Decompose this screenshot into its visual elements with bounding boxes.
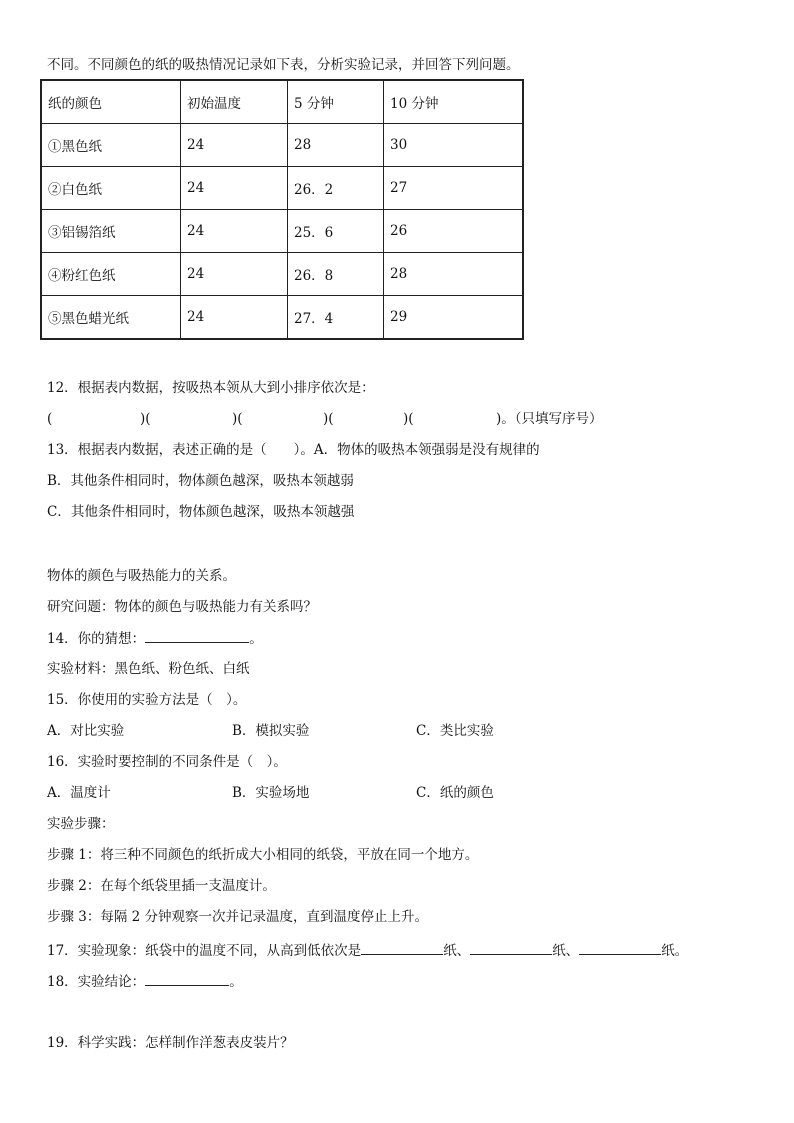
topic-text: 物体的颜色与吸热能力的关系。 <box>47 568 236 584</box>
table-header-cell: 10 分钟 <box>384 80 524 124</box>
q17-line <box>47 940 688 961</box>
q12-paren: )( <box>403 411 414 427</box>
q16-text: 16．实验时要控制的不同条件是（ ）。 <box>47 754 287 770</box>
q13-option-b: B．其他条件相同时，物体颜色越深，吸热本领越弱 <box>47 473 354 489</box>
table-cell: 28 <box>384 253 524 296</box>
q17-blank-1[interactable] <box>361 940 443 955</box>
q14-prefix: 14．你的猜想： <box>47 631 146 647</box>
q16-option-c: C．纸的颜色 <box>416 785 494 801</box>
table-cell: 24 <box>181 253 288 296</box>
step-1: 步骤 1：将三种不同颜色的纸折成大小相同的纸袋，平放在同一个地方。 <box>47 847 479 863</box>
q17-sep: 纸、 <box>443 943 471 959</box>
table-row <box>41 210 523 253</box>
q15-option-b: B．模拟实验 <box>232 723 310 739</box>
table-cell: 25．6 <box>288 210 384 253</box>
q12-paren: )( <box>232 411 243 427</box>
table-row <box>41 124 523 167</box>
q17-blank-3[interactable] <box>579 940 661 955</box>
q18-suffix: 。 <box>229 974 243 990</box>
steps-title: 实验步骤： <box>47 816 115 832</box>
q17-blank-2[interactable] <box>470 940 552 955</box>
table-cell: 27 <box>384 167 524 210</box>
q12-paren: ( <box>47 411 53 427</box>
q14-suffix: 。 <box>249 631 263 647</box>
table-cell: 27．4 <box>288 296 384 340</box>
q19-text: 19．科学实践：怎样制作洋葱表皮装片？ <box>47 1035 294 1051</box>
intro-text: 不同。不同颜色的纸的吸热情况记录如下表，分析实验记录，并回答下列问题。 <box>47 57 520 73</box>
table-cell: 26 <box>384 210 524 253</box>
q13-text: 13．根据表内数据，表述正确的是（ ）。A．物体的吸热本领强弱是没有规律的 <box>47 442 540 458</box>
table-cell: 26．2 <box>288 167 384 210</box>
q15-option-c: C．类比实验 <box>416 723 494 739</box>
table-row <box>41 167 523 210</box>
table-header-cell: 5 分钟 <box>288 80 384 124</box>
table-cell: 24 <box>181 167 288 210</box>
table-cell: ②白色纸 <box>41 167 181 210</box>
q16-option-a: A．温度计 <box>47 785 111 801</box>
q17-prefix: 17．实验现象：纸袋中的温度不同，从高到低依次是 <box>47 943 362 959</box>
q18-line <box>47 971 243 992</box>
table-row <box>41 296 523 340</box>
table-cell: ⑤黑色蜡光纸 <box>41 296 181 340</box>
q12-paren: )( <box>140 411 151 427</box>
table-cell: 24 <box>181 296 288 340</box>
table-header-cell: 纸的颜色 <box>41 80 181 124</box>
step-2: 步骤 2：在每个纸袋里插一支温度计。 <box>47 878 276 894</box>
table-cell: 26．8 <box>288 253 384 296</box>
table-cell: ④粉红色纸 <box>41 253 181 296</box>
table-cell: 24 <box>181 124 288 167</box>
q16-option-b: B．实验场地 <box>232 785 310 801</box>
table-cell: 29 <box>384 296 524 340</box>
research-question: 研究问题：物体的颜色与吸热能力有关系吗？ <box>47 599 317 615</box>
table-cell: 28 <box>288 124 384 167</box>
q15-option-a: A．对比实验 <box>47 723 125 739</box>
q18-prefix: 18．实验结论： <box>47 974 146 990</box>
table-cell: 24 <box>181 210 288 253</box>
q17-sep: 纸、 <box>552 943 580 959</box>
q14-line <box>47 628 263 649</box>
table-cell: 30 <box>384 124 524 167</box>
q13-option-c: C．其他条件相同时，物体颜色越深，吸热本领越强 <box>47 504 355 520</box>
q12-text: 12．根据表内数据，按吸热本领从大到小排序依次是： <box>47 380 375 396</box>
q12-paren: )( <box>323 411 334 427</box>
q14-answer-blank[interactable] <box>145 628 249 643</box>
table-header-row <box>41 80 523 124</box>
table-cell: ①黑色纸 <box>41 124 181 167</box>
q12-paren: )。（只填写序号） <box>496 411 603 427</box>
materials-text: 实验材料：黑色纸、粉色纸、白纸 <box>47 661 250 677</box>
q17-end: 纸。 <box>661 943 689 959</box>
absorption-table <box>40 79 524 340</box>
q15-text: 15．你使用的实验方法是（ ）。 <box>47 692 247 708</box>
step-3: 步骤 3：每隔 2 分钟观察一次并记录温度，直到温度停止上升。 <box>47 909 429 925</box>
table-row <box>41 253 523 296</box>
table-cell: ③铝锡箔纸 <box>41 210 181 253</box>
table-header-cell: 初始温度 <box>181 80 288 124</box>
q18-answer-blank[interactable] <box>145 971 229 986</box>
